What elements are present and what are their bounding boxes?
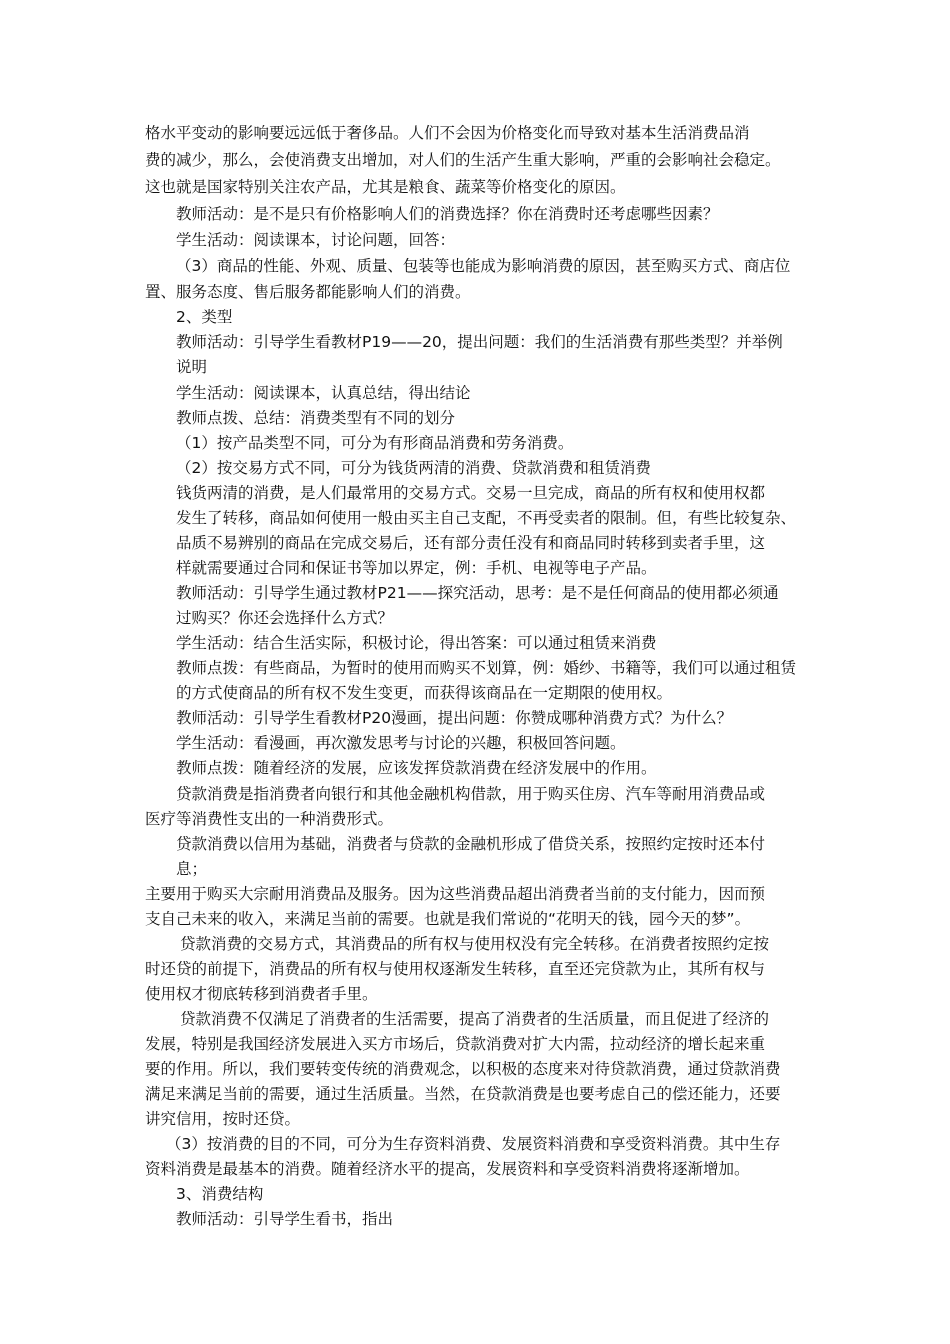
text-line: 满足来满足当前的需要，通过生活质量。当然，在贷款消费是也要考虑自己的偿还能力，还要 (145, 1085, 781, 1103)
text-line: 教师点拨：有些商品，为暂时的使用而购买不划算，例：婚纱、书籍等，我们可以通过租赁 (176, 659, 797, 677)
text-line: 教师活动：引导学生看书，指出 (176, 1210, 394, 1228)
text-line: 学生活动：结合生活实际，积极讨论，得出答案：可以通过租赁来消费 (176, 634, 657, 652)
text-line: 学生活动：看漫画，再次激发思考与讨论的兴趣，积极回答问题。 (176, 734, 626, 752)
text-line: 费的减少，那么，会使消费支出增加，对人们的生活产生重大影响，严重的会影响社会稳定。 (145, 151, 781, 169)
text-line: 这也就是国家特别关注农产品，尤其是粮食、蔬菜等价格变化的原因。 (145, 178, 626, 196)
section-heading: 2、类型 (176, 308, 233, 326)
text-line: 学生活动：阅读课本，认真总结，得出结论 (176, 384, 471, 402)
text-line: 支自己未来的收入，来满足当前的需要。也就是我们常说的“花明天的钱，园今天的梦”。 (145, 910, 751, 928)
text-line: 过购买？你还会选择什么方式？ (176, 609, 394, 627)
text-line: 贷款消费的交易方式，其消费品的所有权与使用权没有完全转移。在消费者按照约定按 (180, 935, 770, 953)
text-line: 时还贷的前提下，消费品的所有权与使用权逐渐发生转移，直至还完贷款为止，其所有权与 (145, 960, 766, 978)
text-line: 发生了转移，商品如何使用一般由买主自己支配，不再受卖者的限制。但，有些比较复杂、 (176, 509, 797, 527)
text-line: （3）商品的性能、外观、质量、包装等也能成为影响消费的原因，甚至购买方式、商店位 (176, 257, 791, 275)
text-line: 置、服务态度、售后服务都能影响人们的消费。 (145, 283, 471, 301)
text-line: 要的作用。所以，我们要转变传统的消费观念，以积极的态度来对待贷款消费，通过贷款消费 (145, 1060, 781, 1078)
text-line: 贷款消费不仅满足了消费者的生活需要，提高了消费者的生活质量，而且促进了经济的 (180, 1010, 770, 1028)
text-line: 钱货两清的消费，是人们最常用的交易方式。交易一旦完成，商品的所有权和使用权都 (176, 484, 766, 502)
text-line: 教师活动：是不是只有价格影响人们的消费选择？你在消费时还考虑哪些因素？ (176, 205, 719, 223)
text-line: 使用权才彻底转移到消费者手里。 (145, 985, 378, 1003)
text-line: 教师点拨、总结：消费类型有不同的划分 (176, 409, 456, 427)
text-line: 主要用于购买大宗耐用消费品及服务。因为这些消费品超出消费者当前的支付能力，因而预 (145, 885, 766, 903)
text-line: 贷款消费是指消费者向银行和其他金融机构借款，用于购买住房、汽车等耐用消费品或 (176, 785, 766, 803)
text-line: 教师活动：引导学生通过教材P21——探究活动，思考：是不是任何商品的使用都必须通 (176, 584, 779, 602)
text-line: 医疗等消费性支出的一种消费形式。 (145, 810, 394, 828)
text-line: 说明 (176, 358, 208, 376)
text-line: 教师活动：引导学生看教材P20漫画，提出问题：你赞成哪种消费方式？为什么？ (176, 709, 733, 727)
text-line: 资料消费是最基本的消费。随着经济水平的提高，发展资料和享受资料消费将逐渐增加。 (145, 1160, 750, 1178)
text-line: 发展，特别是我国经济发展进入买方市场后，贷款消费对扩大内需，拉动经济的增长起来重 (145, 1035, 766, 1053)
text-line: （1）按产品类型不同，可分为有形商品消费和劳务消费。 (176, 434, 574, 452)
text-line: （2）按交易方式不同，可分为钱货两清的消费、贷款消费和租赁消费 (176, 459, 651, 477)
text-line: （3）按消费的目的不同，可分为生存资料消费、发展资料消费和享受资料消费。其中生存 (166, 1135, 781, 1153)
text-line: 格水平变动的影响要远远低于奢侈品。人们不会因为价格变化而导致对基本生活消费品消 (145, 124, 750, 142)
text-line: 息； (176, 860, 208, 878)
text-line: 教师点拨：随着经济的发展，应该发挥贷款消费在经济发展中的作用。 (176, 759, 657, 777)
text-line: 的方式使商品的所有权不发生变更，而获得该商品在一定期限的使用权。 (176, 684, 673, 702)
text-line: 贷款消费以信用为基础，消费者与贷款的金融机形成了借贷关系，按照约定按时还本付 (176, 835, 766, 853)
text-line: 品质不易辨别的商品在完成交易后，还有部分责任没有和商品同时转移到卖者手里，这 (176, 534, 766, 552)
text-line: 讲究信用，按时还贷。 (145, 1110, 301, 1128)
text-line: 学生活动：阅读课本，讨论问题，回答： (176, 231, 456, 249)
text-line: 教师活动：引导学生看教材P19——20，提出问题：我们的生活消费有那些类型？并举例 (176, 333, 783, 351)
section-heading: 3、消费结构 (176, 1185, 264, 1203)
text-line: 样就需要通过合同和保证书等加以界定，例：手机、电视等电子产品。 (176, 559, 657, 577)
